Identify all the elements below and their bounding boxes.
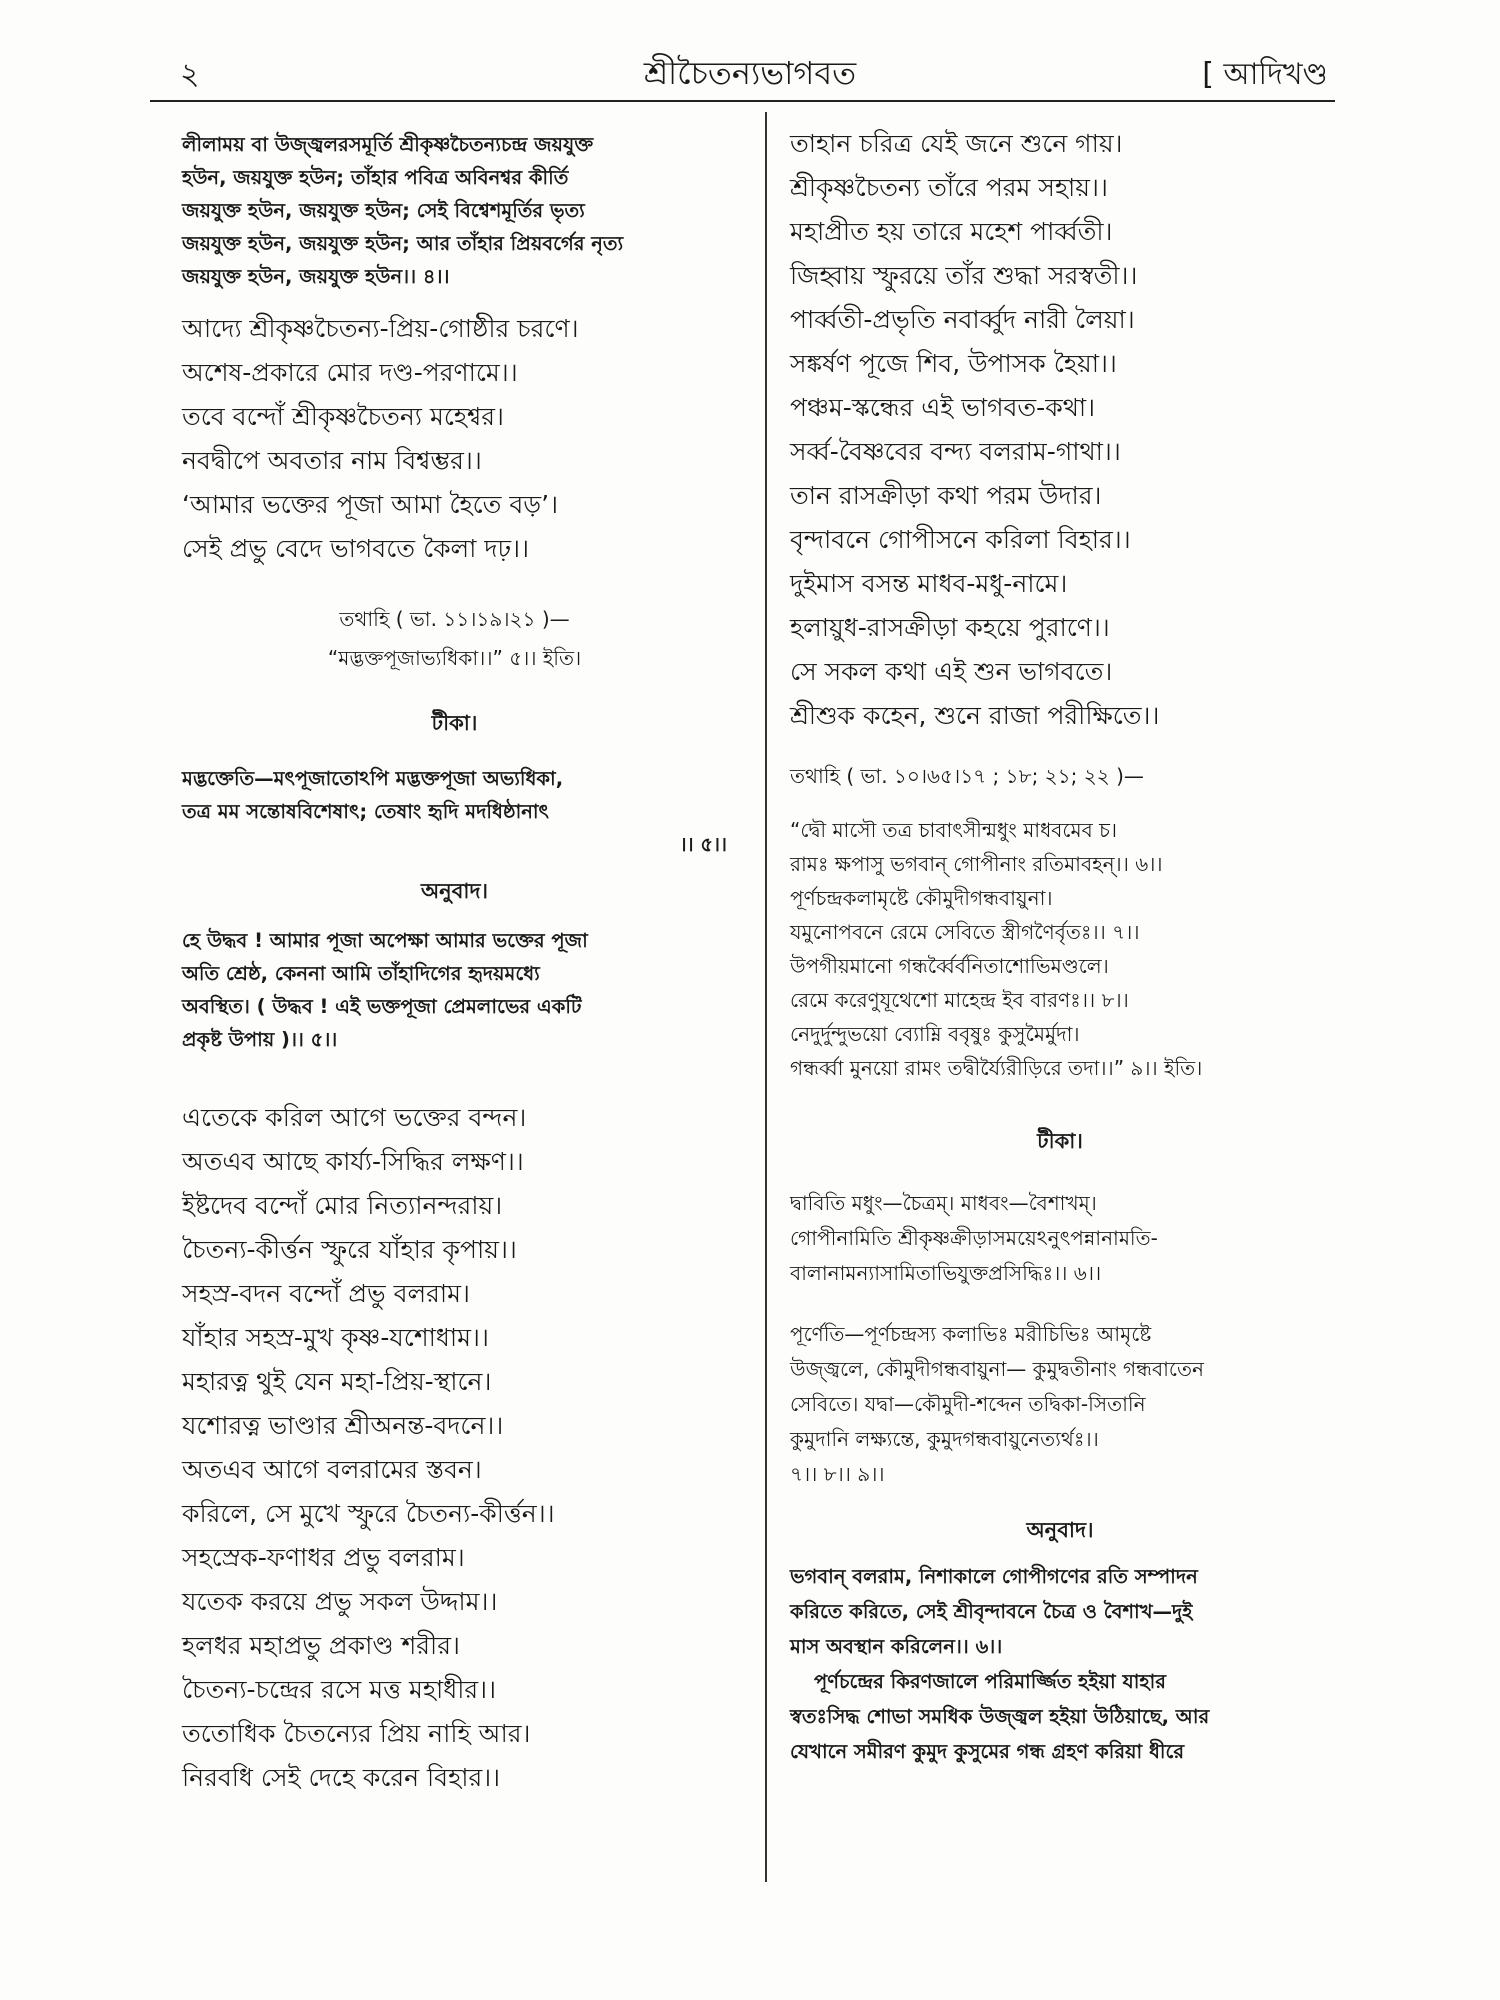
tika-paragraph-2: [790, 1317, 1330, 1492]
tika-heading: টীকা।: [1037, 1129, 1083, 1153]
text-line: লীলাময় বা উজ্জ্বলরসমূর্তি শ্রীকৃষ্ণচৈতন্যচন্দ্র জয়যুক্ত: [182, 133, 594, 156]
text-line: পূর্ণচন্দ্রের কিরণজালে পরিমার্জ্জিত হইয়া যাহার: [814, 1670, 1166, 1693]
text-line: সেবিতে। যদ্বা—কৌমুদী-শব্দেন তদ্বিকা-সিতানি: [790, 1392, 1146, 1416]
verse-line: বৃন্দাবনে গোপীসনে করিলা বিহার।।: [790, 525, 1131, 554]
text-line: ।। ৫।।: [679, 833, 727, 856]
left-column: [182, 128, 727, 1800]
verse-line: তাহান চরিত্র যেই জনে শুনে গায়।: [790, 129, 1123, 158]
verse-line: সঙ্কর্ষণ পূজে শিব, উপাসক হৈয়া।।: [790, 349, 1117, 378]
verse-line: যাঁহার সহস্র-মুখ কৃষ্ণ-যশোধাম।।: [182, 1323, 489, 1352]
verse-line: অতএব আছে কার্য্য-সিদ্ধির লক্ষণ।।: [182, 1147, 524, 1176]
tika-heading: টীকা।: [431, 711, 478, 735]
header-rule: [150, 100, 1335, 102]
verse-line: যশোরত্ন ভাণ্ডার শ্রীঅনন্ত-বদনে।।: [182, 1411, 504, 1440]
text-line: হে উদ্ধব ! আমার পূজা অপেক্ষা আমার ভক্তের পূজা: [182, 929, 588, 952]
text-line: দ্বাবিতি মধুং—চৈত্রম্। মাধবং—বৈশাখম্।: [790, 1191, 1097, 1215]
verse-line: সহস্রেক-ফণাধর প্রভু বলরাম।: [182, 1543, 465, 1572]
verse-line: পার্ব্বতী-প্রভৃতি নবার্ব্বুদ নারী লৈয়া।: [790, 305, 1135, 334]
verse-line: নিরবধি সেই দেহে করেন বিহার।।: [182, 1763, 501, 1792]
anubad-heading: অনুবাদ।: [1026, 1518, 1094, 1542]
verse-line: চৈতন্য-চন্দ্রের রসে মত্ত মহাধীর।।: [182, 1675, 497, 1704]
text-line: ৭।। ৮।। ৯।।: [790, 1462, 885, 1486]
text-line: তত্র মম সন্তোষবিশেষাৎ; তেষাং হৃদি মদধিষ্ঠানাৎ: [182, 800, 549, 823]
text-line: যমুনোপবনে রেমে সেবিতে স্ত্রীগণৈর্বৃতঃ।। ৭।।: [790, 920, 1140, 944]
text-line: উজ্জ্বলে, কৌমুদীগন্ধবায়ুনা— কুমুদ্বতীনাং গন্ধবাতেন: [790, 1357, 1204, 1381]
verse-line: দুইমাস বসন্ত মাধব-মধু-নামে।: [790, 569, 1068, 598]
verse-line: ততোধিক চৈতন্যের প্রিয় নাহি আর।: [182, 1719, 531, 1748]
verse-line: সর্ব্ব-বৈষ্ণবের বন্দ্য বলরাম-গাথা।।: [790, 437, 1121, 466]
text-line: জয়যুক্ত হউন, জয়যুক্ত হউন; সেই বিশ্বেশমূর্তির ভৃত্য: [182, 199, 585, 222]
verse-line: তান রাসক্রীড়া কথা পরম উদার।: [790, 481, 1102, 510]
text-line: কুমুদানি লক্ষ্যন্তে, কুমুদগন্ধবায়ুনেত্যর্থঃ।।: [790, 1427, 1099, 1451]
text-line: বালানামন্যাসামিতাভিযুক্তপ্রসিদ্ধিঃ।। ৬।।: [790, 1261, 1102, 1285]
tathahi-reference: তথাহি ( ভা. ১০।৬৫।১৭ ; ১৮; ২১; ২২ )—: [790, 764, 1144, 788]
verse-line: অতএব আগে বলরামের স্তবন।: [182, 1455, 482, 1484]
sanskrit-verses: [790, 813, 1330, 1085]
verse-line: শ্রীকৃষ্ণচৈতন্য তাঁরে পরম সহায়।।: [790, 173, 1108, 202]
text-line: করিতে করিতে, সেই শ্রীবৃন্দাবনে চৈত্র ও বৈশাখ—দুই: [790, 1600, 1193, 1623]
verse-line: সহস্র-বদন বন্দোঁ প্রভু বলরাম।: [182, 1279, 470, 1308]
page-number: ২: [180, 57, 200, 92]
text-line: অতি শ্রেষ্ঠ, কেননা আমি তাঁহাদিগের হৃদয়মধ্যে: [182, 962, 540, 985]
text-line: ভগবান্ বলরাম, নিশাকালে গোপীগণের রতি সম্পাদন: [790, 1565, 1198, 1588]
verse-line: হলধর মহাপ্রভু প্রকাণ্ড শরীর।: [182, 1631, 460, 1660]
text-line: নেদুর্দুন্দুভয়ো ব্যোম্নি ববৃষুঃ কুসুমৈর্মুদা।: [790, 1022, 1080, 1046]
text-line: গোপীনামিতি শ্রীকৃষ্ণক্রীড়াসময়েঽনুৎপন্নানামতি-: [790, 1226, 1158, 1250]
verse-line: অশেষ-প্রকারে মোর দণ্ড-পরণামে।।: [182, 358, 518, 387]
text-line: “দ্বৌ মাসৌ তত্র চাবাৎসীন্মধুং মাধবমেব চ।: [790, 818, 1118, 842]
verse-line: ইষ্টদেব বন্দোঁ মোর নিত্যানন্দরায়।: [182, 1191, 503, 1220]
verse-line: এতেকে করিল আগে ভক্তের বন্দন।: [182, 1103, 527, 1132]
text-line: হউন, জয়যুক্ত হউন; তাঁহার পবিত্র অবিনশ্বর কীর্তি: [182, 166, 569, 189]
text-line: মাস অবস্থান করিলেন।। ৬।।: [790, 1635, 1003, 1658]
text-line: অবস্থিত। ( উদ্ধব ! এই ভক্তপূজা প্রেমলাভের একটি: [182, 995, 582, 1018]
anubad-heading: অনুবাদ।: [420, 879, 489, 903]
verse-line: নবদ্বীপে অবতার নাম বিশ্বম্ভর।।: [182, 446, 482, 475]
verse-line: ‘আমার ভক্তের পূজা আমা হৈতে বড়’।: [182, 490, 559, 519]
text-line: রেমে করেণুযূথেশো মাহেন্দ্র ইব বারণঃ।। ৮।।: [790, 988, 1129, 1012]
text-line: উপগীয়মানো গন্ধর্ব্বৈর্বনিতাশোভিমণ্ডলে।: [790, 954, 1109, 978]
verse-line: মহাপ্রীত হয় তারে মহেশ পার্ব্বতী।: [790, 217, 1113, 246]
verse-line: মহারত্ন থুই যেন মহা-প্রিয়-স্থানে।: [182, 1367, 492, 1396]
text-line: পূর্ণেতি—পূর্ণচন্দ্রস্য কলাভিঃ মরীচিভিঃ আমৃষ্টে: [790, 1322, 1152, 1346]
running-title: শ্রীচৈতন্যভাগবত: [643, 54, 857, 92]
column-divider: [765, 112, 767, 1882]
verse-line: পঞ্চম-স্কন্ধের এই ভাগবত-কথা।: [790, 393, 1096, 422]
verse-line: আদ্যে শ্রীকৃষ্ণচৈতন্য-প্রিয়-গোষ্ঠীর চরণে।: [182, 314, 579, 343]
verse-block-2: [182, 1096, 727, 1800]
text-line: গন্ধর্ব্বা মুনয়ো রামং তদ্বীর্য্যৈরীড়িরে তদা।।” ৯।। ইতি।: [790, 1056, 1203, 1080]
anubad-paragraph: [182, 924, 727, 1056]
text-line: প্রকৃষ্ট উপায় )।। ৫।।: [182, 1028, 338, 1051]
text-line: পূর্ণচন্দ্রকলামৃষ্টে কৌমুদীগন্ধবায়ুনা।: [790, 886, 1053, 910]
page-header: [0, 44, 1500, 104]
tika-paragraph: [790, 1186, 1330, 1291]
right-column: [790, 128, 1330, 1769]
translation-paragraph-1: [182, 128, 727, 293]
verse-block-3: [790, 122, 1330, 738]
text-line: জয়যুক্ত হউন, জয়যুক্ত হউন; আর তাঁহার প্রিয়বর্গের নৃত্য: [182, 232, 624, 255]
verse-line: সেই প্রভু বেদে ভাগবতে কৈলা দঢ়।।: [182, 534, 530, 563]
verse-line: জিহ্বায় স্ফুরয়ে তাঁর শুদ্ধা সরস্বতী।।: [790, 261, 1138, 290]
text-line: মদ্ভক্তেতি—মৎপূজাতোঽপি মদ্ভক্তপূজা অভ্যধিকা,: [182, 767, 564, 790]
verse-line: যতেক করয়ে প্রভু সকল উদ্দাম।।: [182, 1587, 498, 1616]
text-line: যেখানে সমীরণ কুমুদ কুসুমের গন্ধ গ্রহণ করিয়া ধীরে: [790, 1740, 1185, 1763]
verse-block-1: [182, 307, 727, 571]
verse-line: তবে বন্দোঁ শ্রীকৃষ্ণচৈতন্য মহেশ্বর।: [182, 402, 504, 431]
text-line: জয়যুক্ত হউন, জয়যুক্ত হউন।। ৪।।: [182, 265, 450, 288]
verse-line: হলায়ুধ-রাসক্রীড়া কহয়ে পুরাণে।।: [790, 613, 1110, 642]
section-name: [ আদিখণ্ড: [1202, 57, 1328, 92]
verse-line: সে সকল কথা এই শুন ভাগবতে।: [790, 657, 1113, 686]
verse-line: শ্রীশুক কহেন, শুনে রাজা পরীক্ষিতে।।: [790, 701, 1160, 730]
verse-line: করিলে, সে মুখে স্ফুরে চৈতন্য-কীর্ত্তন।।: [182, 1499, 555, 1528]
text-line: স্বতঃসিদ্ধ শোভা সমধিক উজ্জ্বল হইয়া উঠিয়াছে, আর: [790, 1705, 1210, 1728]
tathahi-reference: তথাহি ( ভা. ১১।১৯।২১ )—: [339, 607, 570, 631]
tika-paragraph: [182, 762, 727, 861]
text-line: রামঃ ক্ষপাসু ভগবান্ গোপীনাং রতিমাবহন্।। ৬।।: [790, 852, 1163, 876]
anubad-paragraph: [790, 1559, 1330, 1769]
scripture-quote: “মদ্ভক্তপূজাভ্যধিকা।।” ৫।। ইতি।: [327, 646, 582, 670]
verse-line: চৈতন্য-কীর্ত্তন স্ফুরে যাঁহার কৃপায়।।: [182, 1235, 517, 1264]
